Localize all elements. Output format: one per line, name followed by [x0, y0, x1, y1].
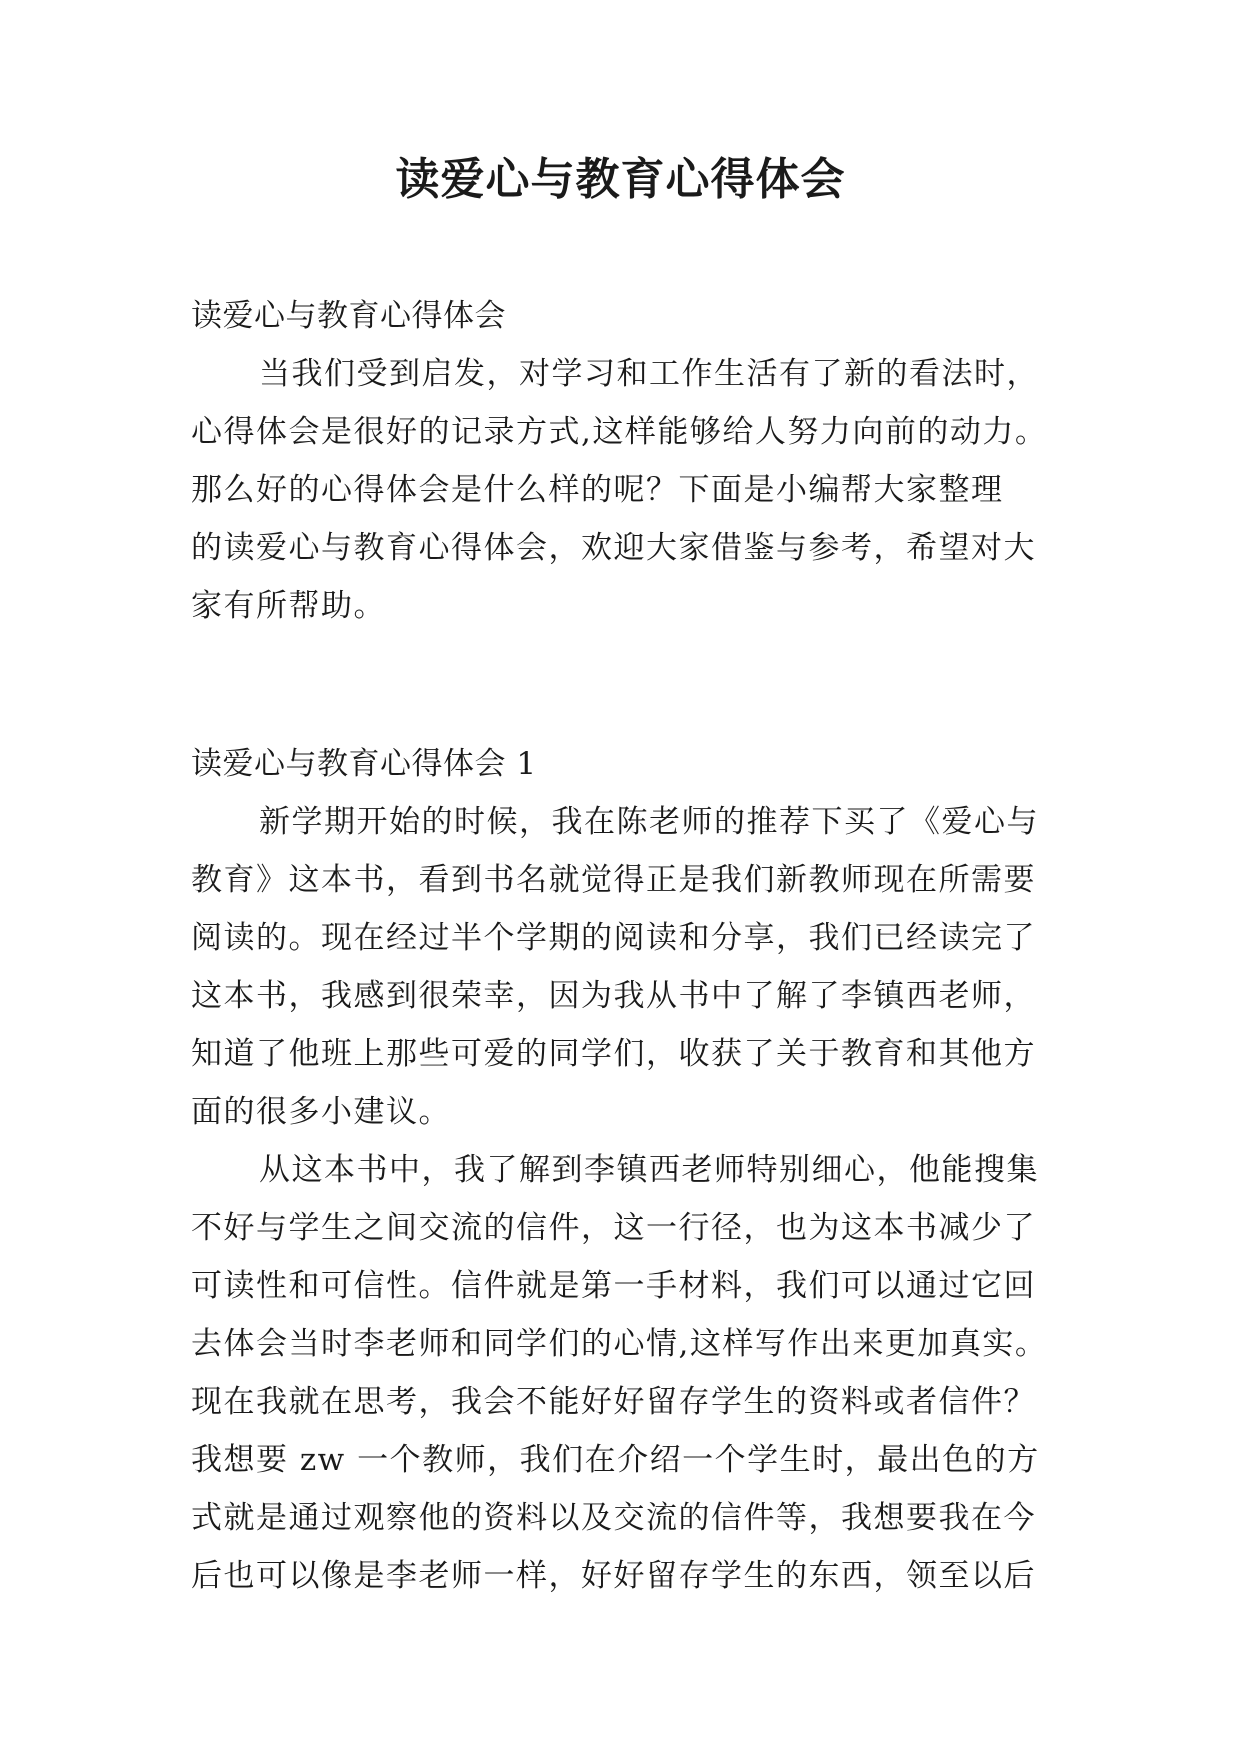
paragraph-line: 这本书，我感到很荣幸，因为我从书中了解了李镇西老师，	[191, 978, 1036, 1014]
subtitle: 读爱心与教育心得体会	[191, 298, 506, 334]
document-body	[191, 287, 1051, 1605]
paragraph-line: 可读性和可信性。信件就是第一手材料，我们可以通过它回	[191, 1268, 1036, 1304]
paragraph-line: 现在我就在思考，我会不能好好留存学生的资料或者信件？	[191, 1384, 1036, 1420]
paragraph-line: 家有所帮助。	[191, 588, 386, 624]
paragraph-line: 心得体会是很好的记录方式,这样能够给人努力向前的动力。	[191, 414, 1048, 450]
document-title: 读爱心与教育心得体会	[395, 154, 846, 205]
paragraph-line: 面的很多小建议。	[191, 1094, 451, 1130]
paragraph-line: 去体会当时李老师和同学们的心情,这样写作出来更加真实。	[191, 1326, 1048, 1362]
intro-paragraph	[191, 345, 1051, 635]
section-gap	[191, 635, 1051, 735]
paragraph-line: 新学期开始的时候，我在陈老师的推荐下买了《爱心与	[259, 804, 1039, 840]
section-heading: 读爱心与教育心得体会 1	[191, 746, 537, 782]
paragraph-line: 从这本书中，我了解到李镇西老师特别细心，他能搜集	[259, 1152, 1039, 1188]
paragraph-line: 教育》这本书，看到书名就觉得正是我们新教师现在所需要	[191, 862, 1036, 898]
section1-paragraph-1	[191, 793, 1051, 1141]
paragraph-line: 的读爱心与教育心得体会，欢迎大家借鉴与参考，希望对大	[191, 530, 1036, 566]
section1-paragraph-2	[191, 1141, 1051, 1605]
paragraph-line: 后也可以像是李老师一样，好好留存学生的东西，领至以后	[191, 1558, 1036, 1594]
paragraph-line: 我想要 zw 一个教师，我们在介绍一个学生时，最出色的方	[191, 1442, 1040, 1478]
paragraph-line: 知道了他班上那些可爱的同学们，收获了关于教育和其他方	[191, 1036, 1036, 1072]
paragraph-line: 那么好的心得体会是什么样的呢？下面是小编帮大家整理	[191, 472, 1004, 508]
paragraph-line: 式就是通过观察他的资料以及交流的信件等，我想要我在今	[191, 1500, 1036, 1536]
paragraph-line: 不好与学生之间交流的信件，这一行径，也为这本书减少了	[191, 1210, 1036, 1246]
paragraph-line: 当我们受到启发，对学习和工作生活有了新的看法时，	[259, 356, 1039, 392]
paragraph-line: 阅读的。现在经过半个学期的阅读和分享，我们已经读完了	[191, 920, 1036, 956]
